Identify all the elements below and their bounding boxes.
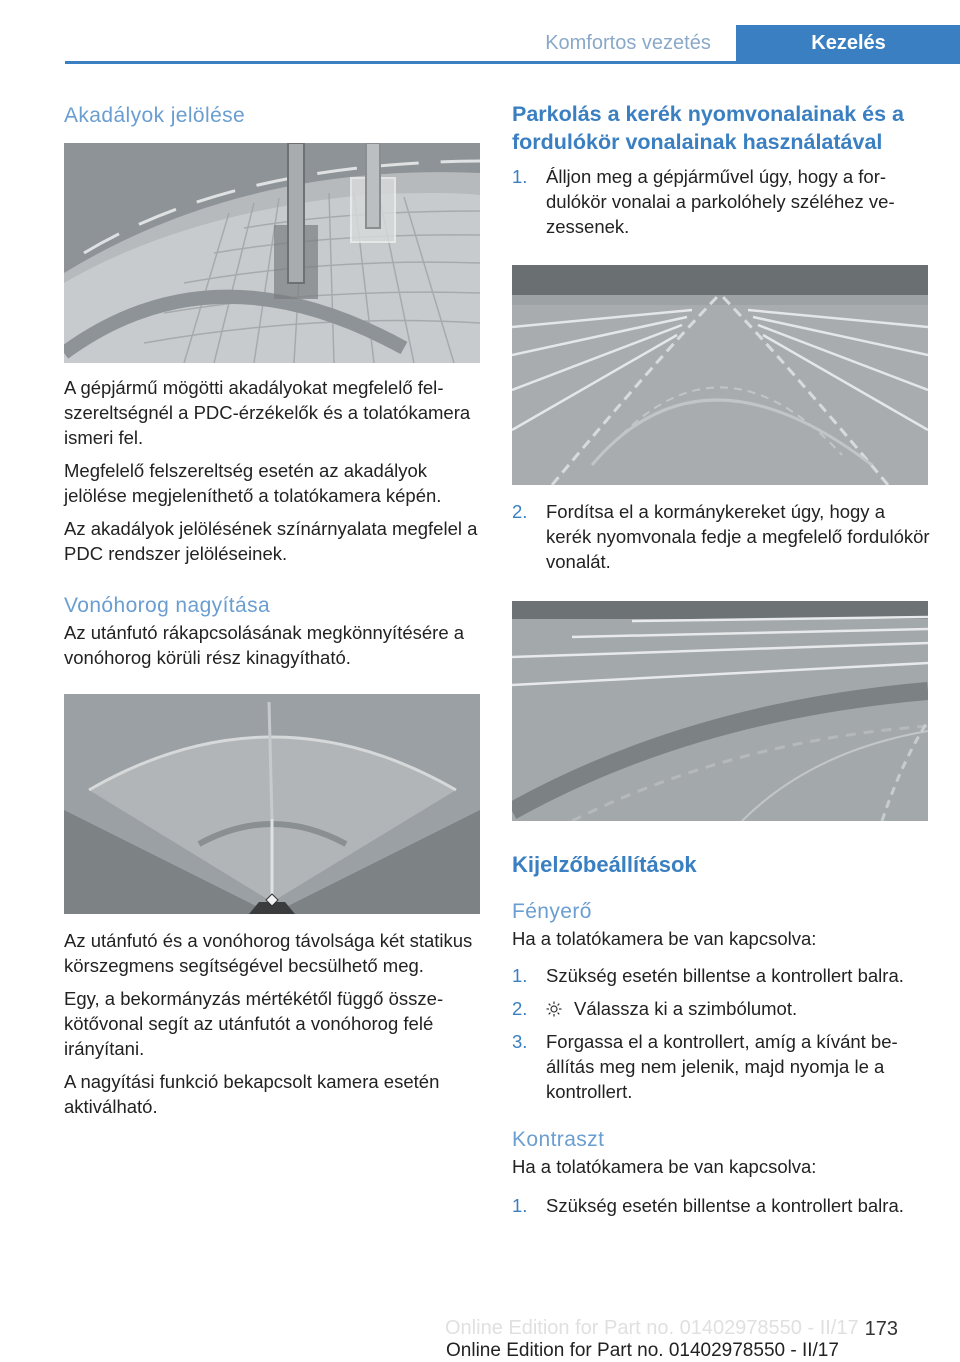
step-text: Fordítsa el a kormánykereket úgy, hogy a kerék nyomvonala fedje a megfelelő fordulókör vonalát.	[546, 501, 930, 572]
turning-circle-illustration-1	[512, 265, 928, 485]
hitch-paragraph-4: A nagyítási funkció bekapcsolt kamera esetén aktiválható.	[64, 1071, 440, 1117]
hitch-paragraph-3: Egy, a bekormányzás mértékétől függő összekötővonal segít az utánfutót a vonóhorog felé irányítani.	[64, 988, 444, 1059]
obstacles-paragraph-3: Az akadályok jelölésének színárnyalata megfelel a PDC rendszer jelöléseinek.	[64, 518, 478, 564]
hitch-zoom-illustration	[64, 694, 480, 914]
brightness-title: Fényerő	[512, 900, 592, 923]
hitch-paragraph-1: Az utánfutó rákapcsolásának megkönnyítésére a vonóhorog körüli rész kinagyítható.	[64, 622, 465, 668]
contrast-title: Kontraszt	[512, 1128, 605, 1151]
hitch-zoom-title: Vonóhorog nagyítása	[64, 594, 271, 617]
turning-circle-figure-2	[512, 601, 928, 821]
step-text: Szükség esetén billentse a kontrollert balra.	[546, 1195, 904, 1216]
obstacle-camera-figure	[64, 143, 480, 363]
contrast-steps	[512, 1193, 930, 1218]
parking-step	[512, 499, 930, 574]
contrast-step	[512, 1193, 930, 1218]
step-text: Válassza ki a szimbólumot.	[574, 998, 798, 1019]
parking-steps-1	[512, 164, 930, 239]
header-tab-chapter: Kezelés	[736, 25, 960, 62]
step-text: Forgassa el a kontrollert, amíg a kívánt beállítás meg nem jelenik, majd nyomja le a kontrollert.	[546, 1031, 898, 1102]
left-column	[64, 100, 484, 1119]
brightness-step	[512, 996, 930, 1021]
parking-steps-2	[512, 499, 930, 574]
turning-circle-figure-1	[512, 265, 928, 485]
footer-edition: Online Edition for Part no. 01402978550 - II/17	[446, 1340, 839, 1361]
contrast-intro: Ha a tolatókamera be van kapcsolva:	[512, 1156, 817, 1177]
step-number: 2.	[512, 998, 528, 1019]
turning-circle-illustration-2	[512, 601, 928, 821]
parking-step	[512, 164, 930, 239]
brightness-step	[512, 1029, 930, 1104]
obstacles-title: Akadályok jelölése	[64, 104, 246, 127]
header-tab-section: Komfortos vezetés	[520, 25, 736, 62]
step-number: 3.	[512, 1031, 528, 1052]
brightness-steps	[512, 963, 930, 1104]
step-text: Álljon meg a gépjárművel úgy, hogy a fordulókör vonalai a parkolóhely széléhez vezessenek.	[546, 166, 895, 237]
obstacles-paragraph-1: A gépjármű mögötti akadályokat megfelelő felszereltségnél a PDC-érzékelők és a tolatókamera ismeri fel.	[64, 377, 471, 448]
step-number: 2.	[512, 501, 528, 522]
step-number: 1.	[512, 166, 528, 187]
hitch-paragraph-2: Az utánfutó és a vonóhorog távolsága két statikus körszegmens segítségével becsülhető meg.	[64, 930, 473, 976]
step-number: 1.	[512, 1195, 528, 1216]
obstacle-camera-illustration	[64, 143, 480, 363]
step-text: Szükség esetén billentse a kontrollert balra.	[546, 965, 904, 986]
obstacles-paragraph-2: Megfelelő felszereltség esetén az akadályok jelölése megjeleníthető a tolatókamera képén.	[64, 460, 442, 506]
display-settings-title: Kijelzőbeállítások	[512, 852, 697, 877]
right-column	[512, 100, 930, 1218]
step-number: 1.	[512, 965, 528, 986]
sun-icon	[546, 996, 566, 1021]
header-rule	[65, 61, 960, 64]
footer-edition-watermark: Online Edition for Part no. 01402978550 - II/17	[445, 1317, 859, 1339]
brightness-intro: Ha a tolatókamera be van kapcsolva:	[512, 928, 817, 949]
page-number: 173	[864, 1318, 898, 1340]
hitch-zoom-figure	[64, 694, 480, 914]
parking-title: Parkolás a kerék nyomvonalainak és a fordulókör vonalainak használatával	[512, 102, 905, 154]
brightness-step	[512, 963, 930, 988]
